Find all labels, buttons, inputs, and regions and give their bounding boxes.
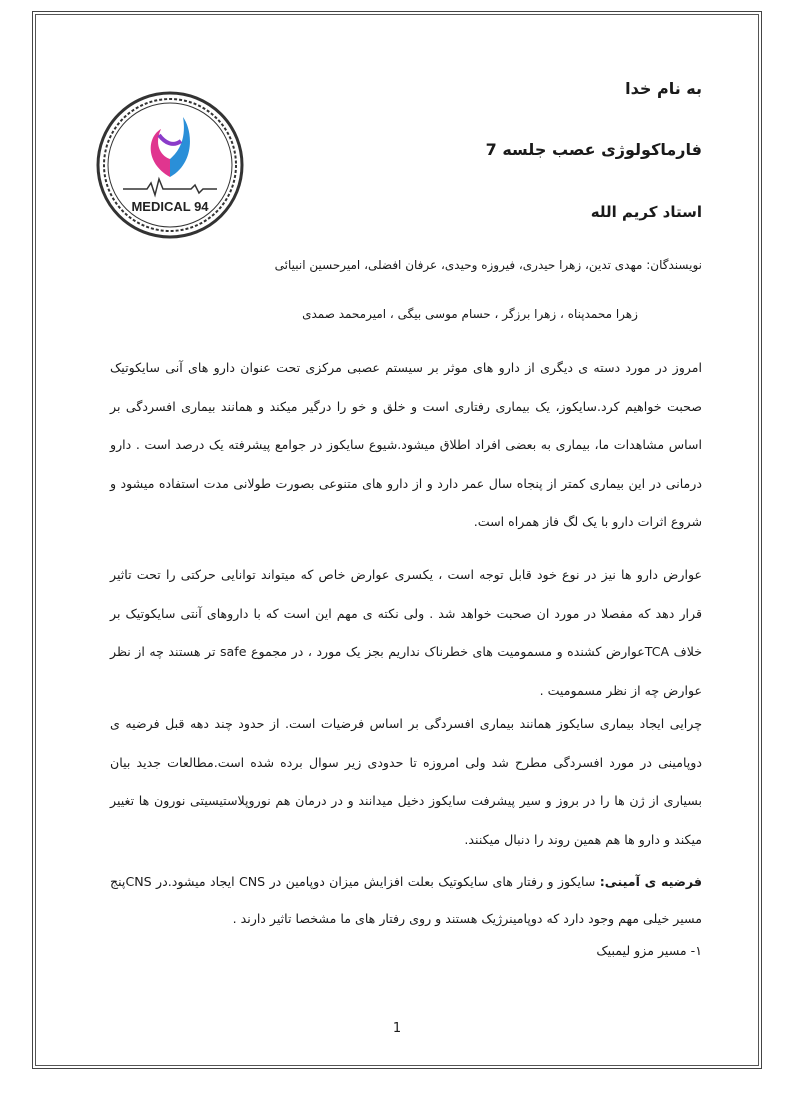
authors-line-2: زهرا محمدپناه ، زهرا برزگر ، حسام موسی بیگی ، امیرمحمد صمدی: [302, 307, 638, 321]
page-number: 1: [392, 1021, 402, 1036]
medical-94-logo: [95, 85, 245, 245]
paragraph-etiology: چرایی ایجاد بیماری سایکوز همانند بیماری افسردگی بر اساس فرضیات است. از حدود چند دهه قبل فرضیه ی دوپامینی در مورد افسردگی مطرح شد ولی امروزه تا حدودی زیر سوال برده شده است.مطالعات جدید بیان بسیاری از ژن ها را در بروز و سیر پیشرفت سایکوز دخیل میدانند و در درمان هم نوروپلاستیسیتی نورون ها تغییر میکند و دارو ها هم همین روند را دنبال میکنند.: [110, 716, 702, 847]
bismillah-heading: به نام خدا: [625, 79, 702, 98]
paragraph-intro: امروز در مورد دسته ی دیگری از دارو های موثر بر سیستم عصبی مرکزی تحت عنوان دارو های آنی سایکوتیک صحبت خواهیم کرد.سایکوز، یک بیماری رفتاری است و خلق و خو را درگیر میکند و همانند بیماری افسردگی بر اساس مشاهدات ما، بیماری به بعضی افراد اطلاق میشود.شیوع سایکوز در جوامع پیشرفته یک درصد است . دارو درمانی در این بیماری کمتر از پنجاه سال عمر دارد و از دارو های متنوعی بصورت طولانی مدت استفاده میشود و شروع اثرات دارو با یک لگ فاز همراه است.: [110, 360, 702, 529]
amine-hypothesis-label: فرضیه ی آمینی:: [599, 874, 702, 889]
course-title: فارماکولوژی عصب جلسه 7: [485, 140, 702, 159]
logo-text: MEDICAL 94: [131, 199, 209, 214]
paragraph-side-effects: عوارض دارو ها نیز در نوع خود قابل توجه است ، یکسری عوارض خاص که میتواند توانایی حرکتی را تحت تاثیر قرار دهد که مفصلا در مورد ان صحبت خواهد شد . ولی نکته ی مهم این است که با داروهای آنتی سایکوتیک بر خلاف TCAعوارض کشنده و مسمومیت های خطرناک نداریم بجز یک مورد ، در مجموع safe تر هستند چه از نظر عوارض چه از نظر مسمومیت .: [110, 567, 703, 698]
professor-name: استاد کریم الله: [590, 203, 702, 221]
authors-line-1: نویسندگان: مهدی تدین، زهرا حیدری، فیروزه وحیدی، عرفان افضلی، امیرحسین انبیائی: [274, 258, 702, 272]
paragraph-amine-hypothesis: [110, 863, 702, 937]
amine-hypothesis-text: سایکوز و رفتار های سایکوتیک بعلت افزایش میزان دوپامین در CNS ایجاد میشود.در CNSپنج مسیر خیلی مهم وجود دارد که دوپامینرژیک هستند و روی رفتار های ما مشخصا تاثیر دارند .: [110, 874, 702, 926]
list-item-mesolimbic: ۱- مسیر مزو لیمبیک: [596, 943, 702, 958]
